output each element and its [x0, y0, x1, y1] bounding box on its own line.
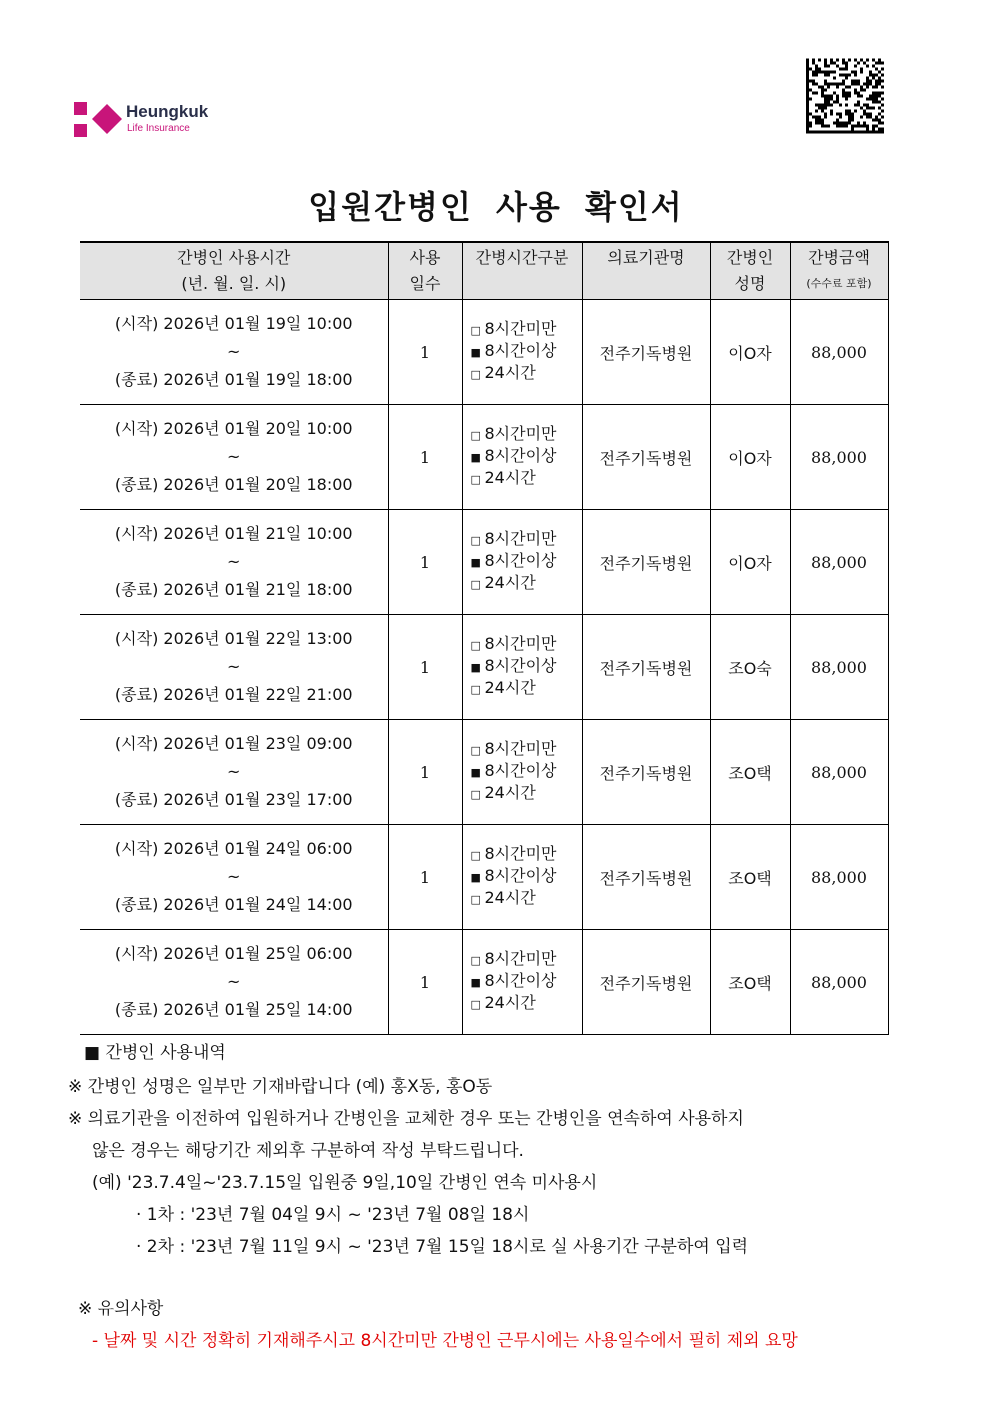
- note-example-2: · 2차 : '23년 7월 11일 9시 ~ '23년 7월 15일 18시로 실 사용기간 구분하여 입력: [136, 1237, 749, 1257]
- checkbox-icon: □: [470, 998, 481, 1011]
- checkbox-icon: □: [470, 578, 481, 591]
- days-cell: 1: [388, 720, 462, 825]
- category-cell: [462, 405, 582, 510]
- end-time: (종료) 2026년 01월 24일 14:00: [114, 895, 353, 914]
- checkbox-icon: □: [470, 324, 481, 337]
- category-option: ■ 8시간이상: [471, 656, 582, 678]
- category-cell: [462, 510, 582, 615]
- category-option: □ 8시간미만: [471, 949, 582, 971]
- period-cell: [80, 300, 388, 405]
- category-option: □ 8시간미만: [471, 424, 582, 446]
- amount-cell: 88,000: [790, 300, 888, 405]
- days-cell: 1: [388, 930, 462, 1035]
- header-category: 간병시간구분: [462, 242, 582, 300]
- category-option: □ 24시간: [471, 678, 582, 700]
- category-option: □ 8시간미만: [471, 739, 582, 761]
- end-time: (종료) 2026년 01월 22일 21:00: [114, 685, 353, 704]
- category-option: □ 8시간미만: [471, 319, 582, 341]
- start-time: (시작) 2026년 01월 23일 09:00: [114, 734, 353, 753]
- hospital-cell: 전주기독병원: [582, 825, 710, 930]
- checkbox-icon: □: [470, 788, 481, 801]
- category-option: □ 24시간: [471, 888, 582, 910]
- caregiver-cell: 이O자: [710, 510, 790, 615]
- table-row: [80, 405, 888, 510]
- header-amount: 간병금액 (수수료 포함): [790, 242, 888, 300]
- checkbox-icon: ■: [470, 556, 481, 569]
- note-example: (예) '23.7.4일~'23.7.15일 입원중 9일,10일 간병인 연속 미사용시: [92, 1173, 598, 1193]
- period-separator: ~: [227, 342, 241, 361]
- hospital-cell: 전주기독병원: [582, 510, 710, 615]
- company-logo: [74, 100, 244, 140]
- period-separator: ~: [227, 972, 241, 991]
- caregiver-cell: 조O택: [710, 825, 790, 930]
- checkbox-icon: □: [470, 849, 481, 862]
- logo-mark-icon: [74, 100, 122, 140]
- category-option: ■ 8시간이상: [471, 971, 582, 993]
- logo-subtitle: Life Insurance: [127, 123, 190, 134]
- end-time: (종료) 2026년 01월 23일 17:00: [114, 790, 353, 809]
- checkbox-icon: □: [470, 534, 481, 547]
- category-cell: [462, 720, 582, 825]
- logo-brand: Heungkuk: [126, 102, 209, 121]
- header-period: 간병인 사용시간 (년. 월. 일. 시): [80, 242, 388, 300]
- period-separator: ~: [227, 657, 241, 676]
- hospital-cell: 전주기독병원: [582, 300, 710, 405]
- caregiver-usage-table: [80, 241, 889, 1035]
- table-row: [80, 510, 888, 615]
- header-hospital: 의료기관명: [582, 242, 710, 300]
- caregiver-cell: 조O택: [710, 720, 790, 825]
- table-row: [80, 615, 888, 720]
- period-separator: ~: [227, 867, 241, 886]
- start-time: (시작) 2026년 01월 19일 10:00: [114, 314, 353, 333]
- checkbox-icon: ■: [470, 661, 481, 674]
- table-header-row: [80, 242, 888, 300]
- checkbox-icon: ■: [470, 451, 481, 464]
- hospital-cell: 전주기독병원: [582, 615, 710, 720]
- checkbox-icon: ■: [470, 871, 481, 884]
- category-cell: [462, 825, 582, 930]
- category-cell: [462, 615, 582, 720]
- caution-title: ※ 유의사항: [78, 1299, 164, 1319]
- end-time: (종료) 2026년 01월 21일 18:00: [114, 580, 353, 599]
- header-days: 사용 일수: [388, 242, 462, 300]
- checkbox-icon: □: [470, 954, 481, 967]
- amount-cell: 88,000: [790, 405, 888, 510]
- checkbox-icon: □: [470, 429, 481, 442]
- start-time: (시작) 2026년 01월 21일 10:00: [114, 524, 353, 543]
- checkbox-icon: □: [470, 368, 481, 381]
- end-time: (종료) 2026년 01월 25일 14:00: [114, 1000, 353, 1019]
- category-option: □ 24시간: [471, 993, 582, 1015]
- category-option: □ 8시간미만: [471, 634, 582, 656]
- category-option: □ 8시간미만: [471, 844, 582, 866]
- checkbox-icon: ■: [470, 976, 481, 989]
- caregiver-cell: 이O자: [710, 300, 790, 405]
- checkbox-icon: □: [470, 893, 481, 906]
- category-cell: [462, 930, 582, 1035]
- checkbox-icon: ■: [470, 766, 481, 779]
- days-cell: 1: [388, 825, 462, 930]
- category-option: ■ 8시간이상: [471, 446, 582, 468]
- checkbox-icon: ■: [470, 346, 481, 359]
- period-separator: ~: [227, 552, 241, 571]
- category-option: □ 24시간: [471, 363, 582, 385]
- category-option: ■ 8시간이상: [471, 761, 582, 783]
- start-time: (시작) 2026년 01월 25일 06:00: [114, 944, 353, 963]
- amount-cell: 88,000: [790, 615, 888, 720]
- days-cell: 1: [388, 405, 462, 510]
- note-period-instruction-1: ※ 의료기관을 이전하여 입원하거나 간병인을 교체한 경우 또는 간병인을 연속하여 사용하지: [68, 1109, 744, 1129]
- section-heading: ■ 간병인 사용내역: [84, 1043, 226, 1063]
- start-time: (시작) 2026년 01월 24일 06:00: [114, 839, 353, 858]
- document-title: 입원간병인 사용 확인서: [308, 188, 684, 226]
- note-example-1: · 1차 : '23년 7월 04일 9시 ~ '23년 7월 08일 18시: [136, 1205, 530, 1225]
- start-time: (시작) 2026년 01월 20일 10:00: [114, 419, 353, 438]
- hospital-cell: 전주기독병원: [582, 720, 710, 825]
- category-option: □ 24시간: [471, 573, 582, 595]
- datamatrix-code-icon: [806, 58, 884, 134]
- end-time: (종료) 2026년 01월 19일 18:00: [114, 370, 353, 389]
- amount-cell: 88,000: [790, 825, 888, 930]
- caregiver-cell: 조O택: [710, 930, 790, 1035]
- period-cell: [80, 405, 388, 510]
- caregiver-cell: 이O자: [710, 405, 790, 510]
- table-row: [80, 720, 888, 825]
- days-cell: 1: [388, 300, 462, 405]
- category-cell: [462, 300, 582, 405]
- category-option: □ 24시간: [471, 783, 582, 805]
- period-separator: ~: [227, 762, 241, 781]
- period-cell: [80, 510, 388, 615]
- checkbox-icon: □: [470, 683, 481, 696]
- period-cell: [80, 825, 388, 930]
- table-row: [80, 930, 888, 1035]
- period-cell: [80, 720, 388, 825]
- amount-cell: 88,000: [790, 510, 888, 615]
- days-cell: 1: [388, 510, 462, 615]
- category-option: ■ 8시간이상: [471, 866, 582, 888]
- category-option: ■ 8시간이상: [471, 551, 582, 573]
- start-time: (시작) 2026년 01월 22일 13:00: [114, 629, 353, 648]
- checkbox-icon: □: [470, 639, 481, 652]
- table-row: [80, 300, 888, 405]
- period-separator: ~: [227, 447, 241, 466]
- amount-cell: 88,000: [790, 720, 888, 825]
- header-caregiver: 간병인 성명: [710, 242, 790, 300]
- table-row: [80, 825, 888, 930]
- amount-cell: 88,000: [790, 930, 888, 1035]
- period-cell: [80, 930, 388, 1035]
- caregiver-cell: 조O숙: [710, 615, 790, 720]
- period-cell: [80, 615, 388, 720]
- hospital-cell: 전주기독병원: [582, 405, 710, 510]
- note-name-instruction: ※ 간병인 성명은 일부만 기재바랍니다 (예) 홍X동, 홍O동: [68, 1077, 493, 1097]
- days-cell: 1: [388, 615, 462, 720]
- caution-text: - 날짜 및 시간 정확히 기재해주시고 8시간미만 간병인 근무시에는 사용일수에서 필히 제외 요망: [92, 1331, 798, 1351]
- category-option: □ 8시간미만: [471, 529, 582, 551]
- end-time: (종료) 2026년 01월 20일 18:00: [114, 475, 353, 494]
- category-option: □ 24시간: [471, 468, 582, 490]
- hospital-cell: 전주기독병원: [582, 930, 710, 1035]
- checkbox-icon: □: [470, 744, 481, 757]
- note-period-instruction-2: 않은 경우는 해당기간 제외후 구분하여 작성 부탁드립니다.: [92, 1141, 524, 1161]
- checkbox-icon: □: [470, 473, 481, 486]
- category-option: ■ 8시간이상: [471, 341, 582, 363]
